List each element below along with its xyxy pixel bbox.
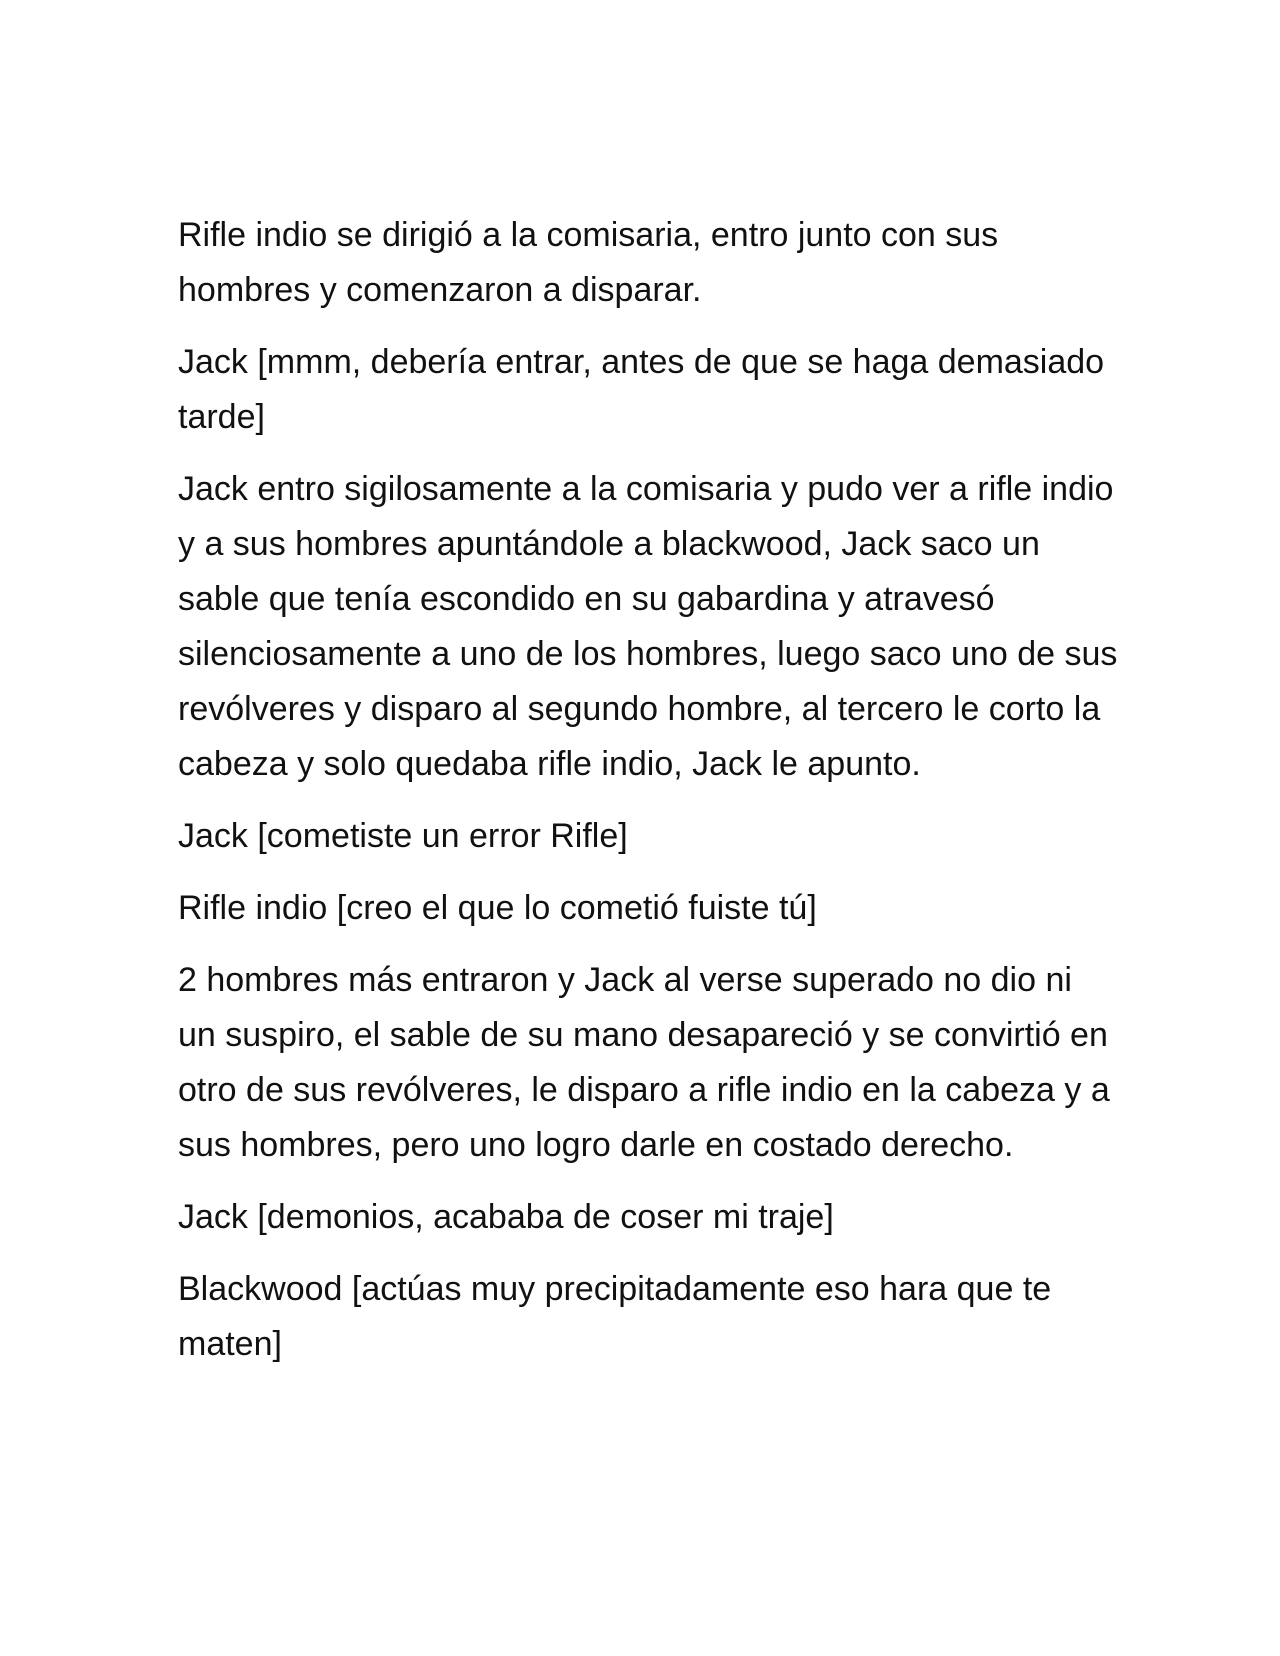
paragraph-narration-1: Rifle indio se dirigió a la comisaria, entro junto con sus hombres y comenzaron a disparar. xyxy=(178,216,999,309)
paragraph-dialogue-jack-1: Jack [mmm, debería entrar, antes de que se haga demasiado tarde] xyxy=(178,343,1105,436)
paragraph-narration-2: Jack entro sigilosamente a la comisaria y pudo ver a rifle indio y a sus hombres apuntándole a blackwood, Jack saco un sable que tenía escondido en su gabardina y atravesó silenciosamente a uno de los hombres, luego saco uno de sus revólveres y disparo al segundo hombre, al tercero le corto la cabeza y solo quedaba rifle indio, Jack le apunto. xyxy=(178,470,1118,783)
paragraph-dialogue-jack-3: Jack [demonios, acababa de coser mi traje] xyxy=(178,1198,834,1236)
paragraph-narration-3: 2 hombres más entraron y Jack al verse superado no dio ni un suspiro, el sable de su mano desapareció y se convirtió en otro de sus revólveres, le disparo a rifle indio en la cabeza y a sus hombres, pero uno logro darle en costado derecho. xyxy=(178,961,1110,1164)
paragraph-dialogue-rifle-indio: Rifle indio [creo el que lo cometió fuiste tú] xyxy=(178,889,817,927)
paragraph-dialogue-blackwood: Blackwood [actúas muy precipitadamente eso hara que te maten] xyxy=(178,1270,1052,1363)
paragraph-dialogue-jack-2: Jack [cometiste un error Rifle] xyxy=(178,817,628,855)
body-text xyxy=(178,208,1118,1389)
